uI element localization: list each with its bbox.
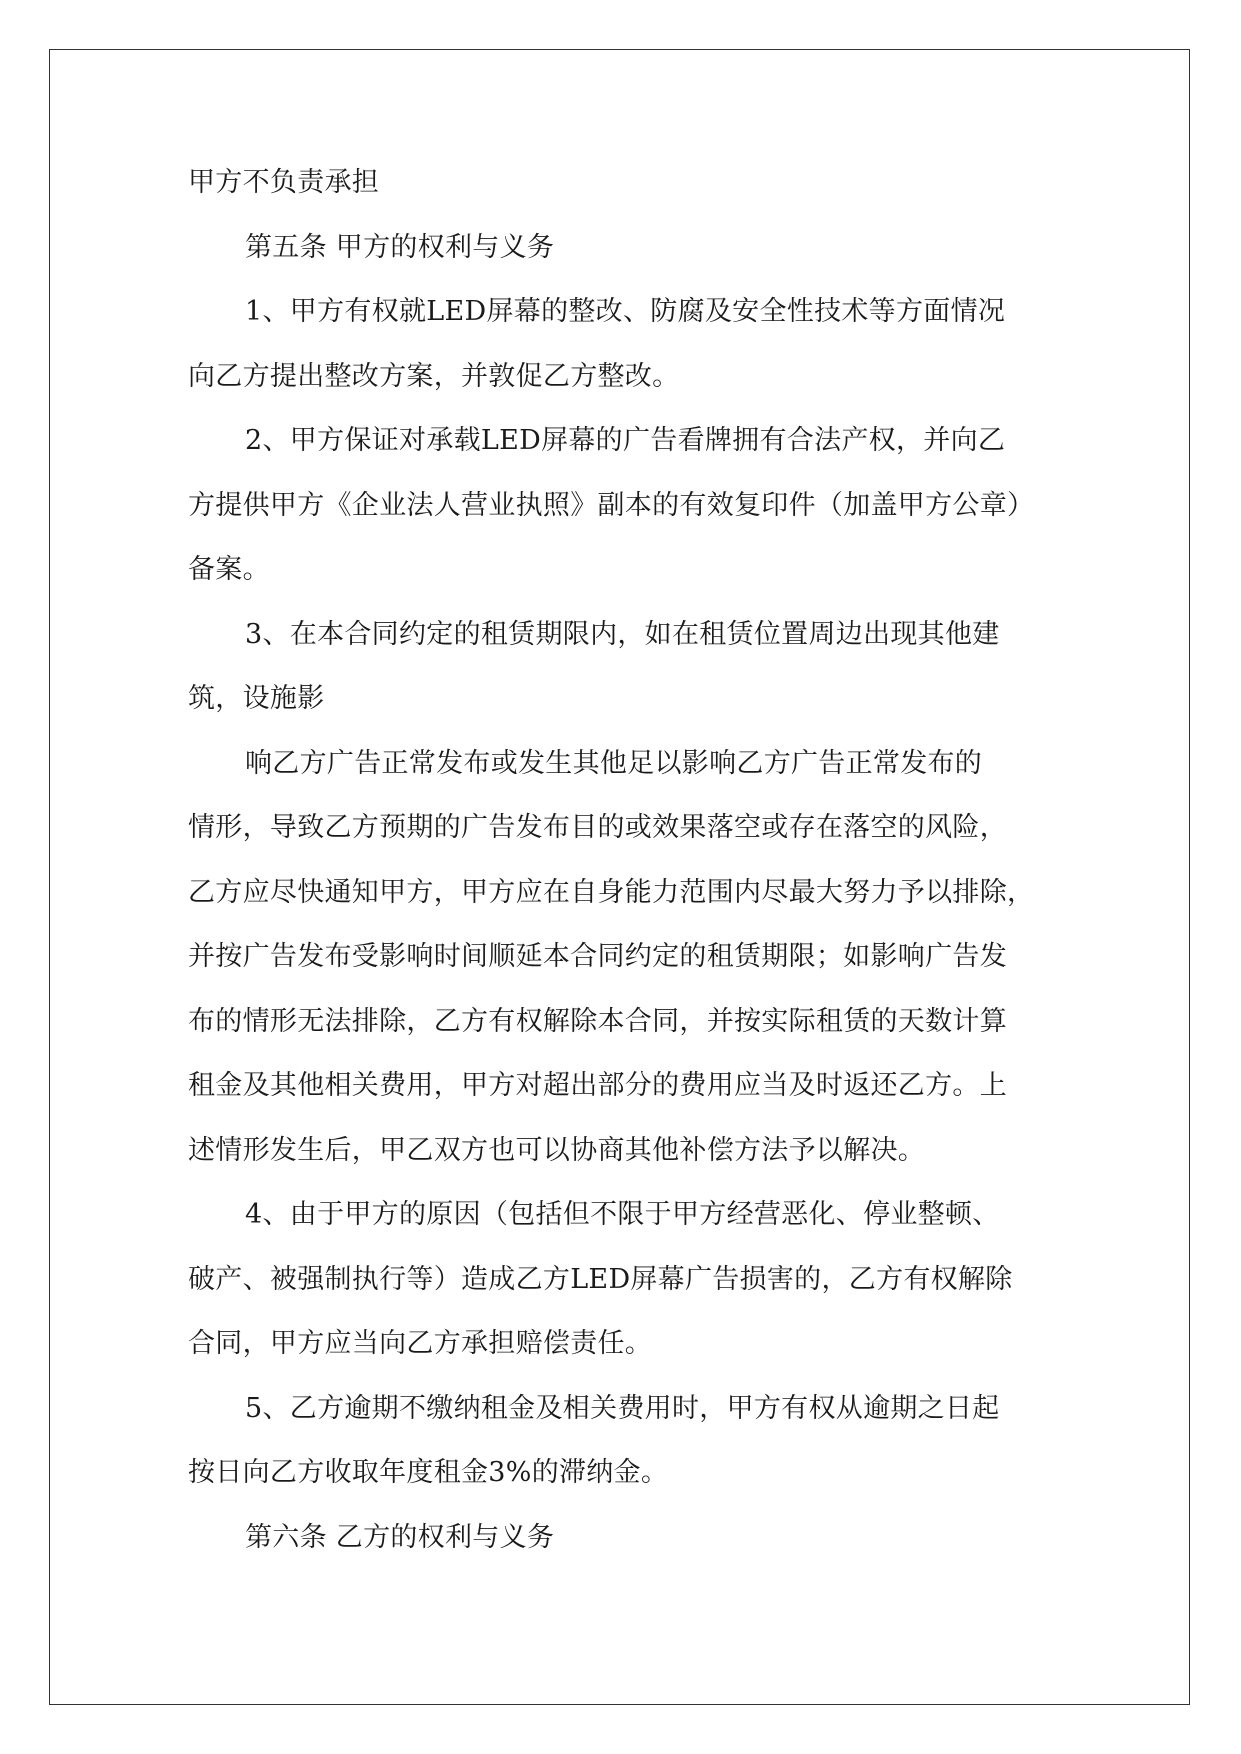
text-line: 租金及其他相关费用，甲方对超出部分的费用应当及时返还乙方。上 (188, 1070, 1007, 1101)
text-line: 备案。 (188, 554, 270, 585)
text-line: 乙方应尽快通知甲方，甲方应在自身能力范围内尽最大努力予以排除， (188, 876, 1035, 908)
text-line: 破产、被强制执行等）造成乙方LED屏幕广告损害的，乙方有权解除 (188, 1263, 1013, 1295)
section-heading: 第五条 甲方的权利与义务 (245, 231, 555, 263)
text-line: 方提供甲方《企业法人营业执照》副本的有效复印件（加盖甲方公章） (188, 489, 1035, 521)
document-body (188, 151, 1068, 1570)
text-line: 4、由于甲方的原因（包括但不限于甲方经营恶化、停业整顿、 (245, 1199, 1000, 1230)
text-line: 3、在本合同约定的租赁期限内，如在租赁位置周边出现其他建 (245, 618, 1000, 650)
text-line: 响乙方广告正常发布或发生其他足以影响乙方广告正常发布的 (245, 747, 983, 779)
text-line: 述情形发生后，甲乙双方也可以协商其他补偿方法予以解决。 (188, 1134, 926, 1166)
text-line: 布的情形无法排除，乙方有权解除本合同，并按实际租赁的天数计算 (188, 1005, 1007, 1037)
text-line: 甲方不负责承担 (188, 167, 380, 198)
text-line: 2、甲方保证对承载LED屏幕的广告看牌拥有合法产权，并向乙 (245, 425, 1006, 456)
text-line: 并按广告发布受影响时间顺延本合同约定的租赁期限；如影响广告发 (188, 941, 1007, 972)
text-line: 1、甲方有权就LED屏幕的整改、防腐及安全性技术等方面情况 (245, 296, 1006, 327)
text-line: 向乙方提出整改方案，并敦促乙方整改。 (188, 360, 680, 392)
text-line: 筑，设施影 (188, 683, 325, 714)
section-heading: 第六条 乙方的权利与义务 (245, 1521, 555, 1553)
text-line: 情形，导致乙方预期的广告发布目的或效果落空或存在落空的风险， (188, 812, 1007, 843)
text-line: 合同，甲方应当向乙方承担赔偿责任。 (188, 1328, 653, 1359)
text-line: 按日向乙方收取年度租金3%的滞纳金。 (188, 1457, 669, 1488)
text-line: 5、乙方逾期不缴纳租金及相关费用时，甲方有权从逾期之日起 (245, 1392, 1000, 1424)
